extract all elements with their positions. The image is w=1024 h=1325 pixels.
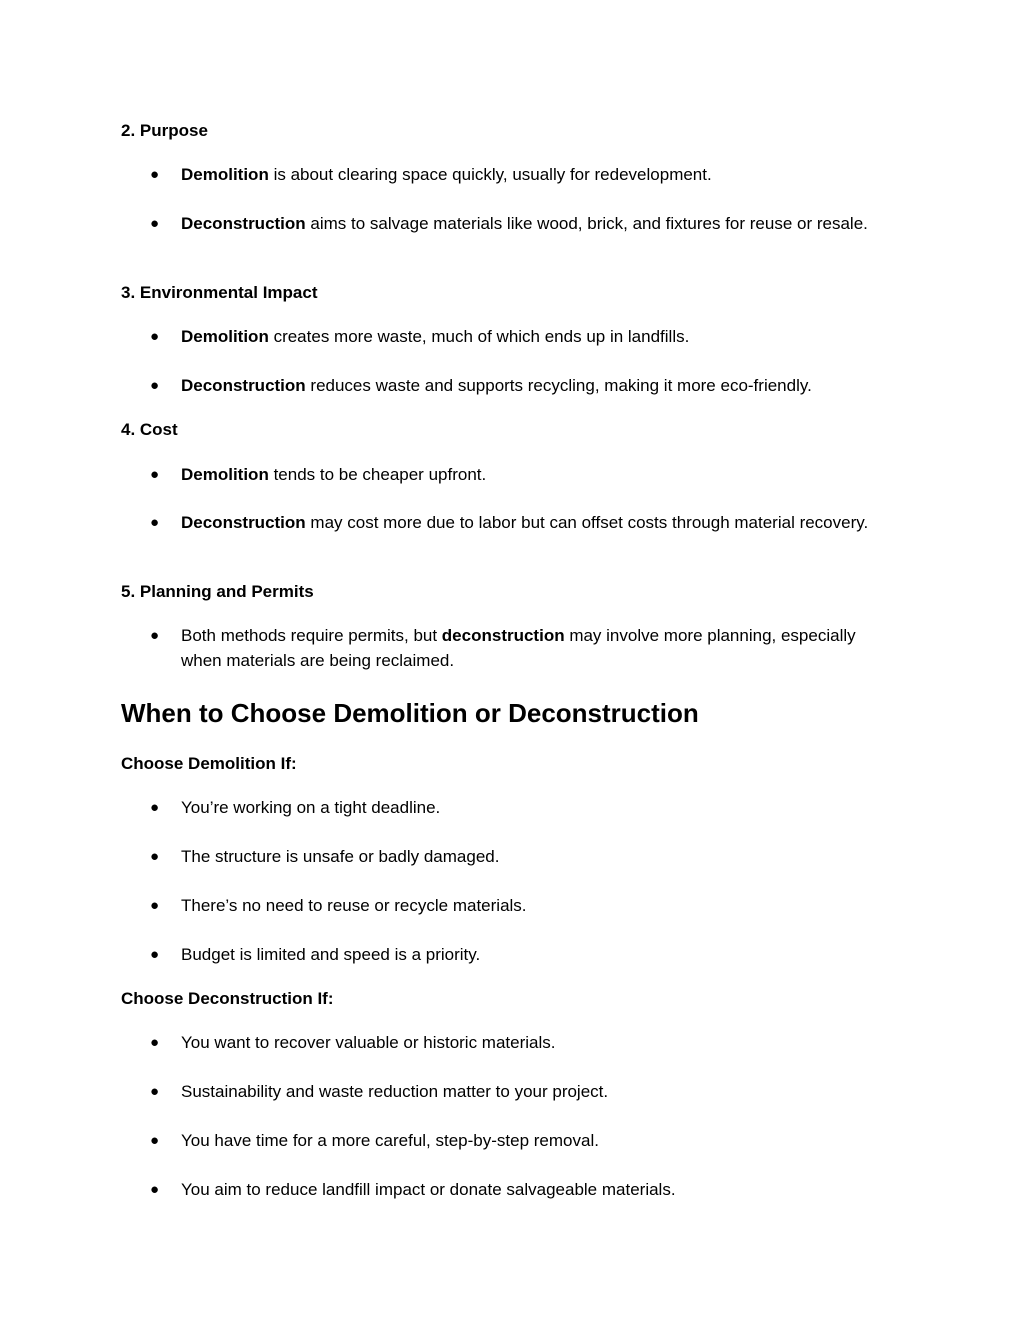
bullet-icon: ● [150,466,160,483]
subheading-choose-demolition: Choose Demolition If: [121,754,297,773]
item-text: You’re working on a tight deadline. [181,798,441,817]
section-title-when-to-choose: When to Choose Demolition or Deconstruction [121,698,699,728]
item-text: Sustainability and waste reduction matter to your project. [181,1082,609,1101]
item-text: tends to be cheaper upfront. [268,465,487,484]
section-heading-purpose: 2. Purpose [121,121,208,140]
bullet-icon: ● [150,946,160,963]
bullet-icon: ● [150,1083,160,1100]
item-text: You aim to reduce landfill impact or donate salvageable materials. [181,1180,676,1199]
item-bold: Deconstruction [181,513,306,532]
item-text: creates more waste, much of which ends up in landfills. [268,327,690,346]
bullet-icon: ● [150,166,160,183]
list-item [121,1178,881,1203]
list-item [121,796,881,821]
list-item [121,845,881,870]
bullet-icon: ● [150,514,160,531]
bullet-icon: ● [150,1132,160,1149]
bullet-icon: ● [150,897,160,914]
section-heading-cost: 4. Cost [121,420,178,439]
section-heading-environmental: 3. Environmental Impact [121,283,318,302]
list-item [121,374,881,399]
section-heading-planning: 5. Planning and Permits [121,582,314,601]
bullet-icon: ● [150,848,160,865]
item-text-pre: Both methods require permits, but [181,626,442,645]
item-text: You have time for a more careful, step-by-step removal. [181,1131,599,1150]
bullet-icon: ● [150,1034,160,1051]
bullet-icon: ● [150,1181,160,1198]
bullet-icon: ● [150,799,160,816]
bullet-icon: ● [150,627,160,644]
item-bold: Demolition [181,327,269,346]
item-bold: Deconstruction [181,214,306,233]
list-item [121,894,881,919]
list-item [121,511,881,536]
item-text: The structure is unsafe or badly damaged. [181,847,500,866]
bullet-icon: ● [150,328,160,345]
item-text: Budget is limited and speed is a priority. [181,945,481,964]
item-bold: Deconstruction [181,376,306,395]
list-item [121,1080,881,1105]
bullet-icon: ● [150,377,160,394]
item-text: reduces waste and supports recycling, making it more eco-friendly. [305,376,812,395]
item-bold: deconstruction [441,626,565,645]
list-item [121,1129,881,1154]
item-bold: Demolition [181,465,269,484]
subheading-choose-deconstruction: Choose Deconstruction If: [121,989,334,1008]
item-text: You want to recover valuable or historic materials. [181,1033,556,1052]
list-item [121,163,881,188]
item-text: may involve more planning, especially when materials are being reclaimed. [181,626,856,670]
item-text: may cost more due to labor but can offset costs through material recovery. [305,513,869,532]
list-item [121,463,881,488]
list-item [121,624,881,673]
item-text: is about clearing space quickly, usually for redevelopment. [268,165,712,184]
list-item [121,325,881,350]
list-item [121,943,881,968]
bullet-icon: ● [150,215,160,232]
list-item [121,1031,881,1056]
item-text: aims to salvage materials like wood, brick, and fixtures for reuse or resale. [305,214,868,233]
list-item [121,212,881,237]
item-text: There’s no need to reuse or recycle materials. [181,896,527,915]
item-bold: Demolition [181,165,269,184]
